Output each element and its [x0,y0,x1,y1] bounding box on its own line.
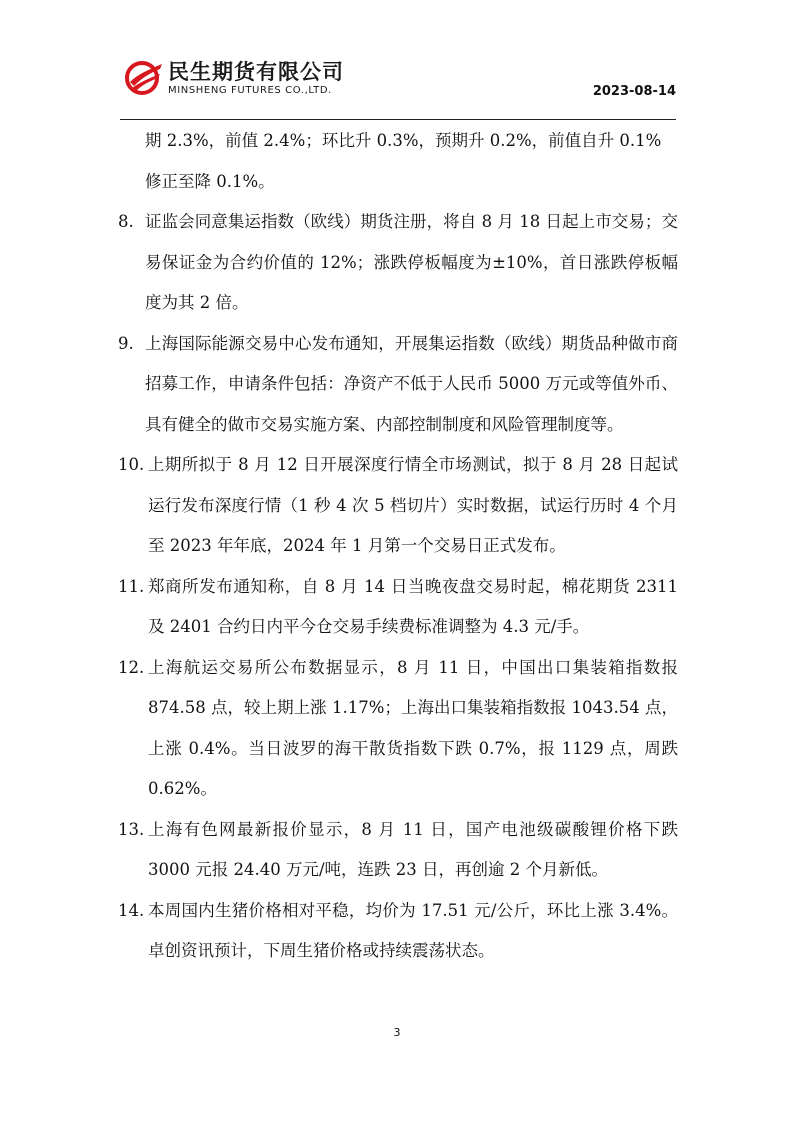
list-item [118,567,678,648]
list-item-text: 上海航运交易所公布数据显示，8 月 11 日，中国出口集装箱指数报 874.58 点，较上期上涨 1.17%；上海出口集装箱指数报 1043.54 点，上涨 0.4%。当日波罗的海干散货指数下跌 0.7%，报 1129 点，周跌 0.62%。 [148,657,678,798]
report-date: 2023-08-14 [592,84,676,99]
list-item [118,891,678,972]
page-header [120,50,676,120]
list-item-number: 8. [118,212,134,231]
company-logo-icon [124,58,164,96]
header-divider [120,119,676,120]
list-item [118,445,678,567]
document-body [118,121,678,972]
list-item [118,324,678,446]
list-item-number: 9. [118,333,134,353]
company-logo [120,50,420,105]
list-item-text: 上海有色网最新报价显示，8 月 11 日，国产电池级碳酸锂价格下跌 3000 元报 24.40 万元/吨，连跌 23 日，再创逾 2 个月新低。 [148,819,678,879]
list-item-number: 14. [118,900,145,920]
company-name-en: MINSHENG FUTURES CO.,LTD. [168,85,332,96]
continuation-paragraph: 期 2.3%，前值 2.4%；环比升 0.3%，预期升 0.2%，前值自升 0.1% 修正至降 0.1%。 [145,131,662,191]
list-item [118,202,678,324]
list-item-text: 证监会同意集运指数（欧线）期货注册，将自 8 月 18 日起上市交易；交易保证金为合约价值的 12%；涨跌停板幅度为±10%，首日涨跌停板幅度为其 2 倍。 [145,212,678,312]
list-item-number: 12. [118,657,145,677]
list-item-number: 11. [118,576,145,596]
list-item-number: 13. [118,819,145,839]
list-item-number: 10. [118,455,145,474]
list-item-text: 郑商所发布通知称，自 8 月 14 日当晚夜盘交易时起，棉花期货 2311 及 2401 合约日内平今仓交易手续费标准调整为 4.3 元/手。 [148,576,678,636]
page-number: 3 [393,1026,401,1039]
list-item [118,810,678,891]
company-name-cn: 民生期货有限公司 [168,60,344,84]
list-item-text: 本周国内生猪价格相对平稳，均价为 17.51 元/公斤，环比上涨 3.4%。卓创资讯预计，下周生猪价格或持续震荡状态。 [148,900,678,960]
list-item-text: 上海国际能源交易中心发布通知，开展集运指数（欧线）期货品种做市商招募工作，申请条件包括：净资产不低于人民币 5000 万元或等值外币、具有健全的做市交易实施方案、内部控制制度和风险管理制度等。 [145,333,678,434]
list-item [118,648,678,810]
list-item-text: 上期所拟于 8 月 12 日开展深度行情全市场测试，拟于 8 月 28 日起试运行发布深度行情（1 秒 4 次 5 档切片）实时数据，试运行历时 4 个月至 2023 年年底，2024 年 1 月第一个交易日正式发布。 [148,455,678,555]
